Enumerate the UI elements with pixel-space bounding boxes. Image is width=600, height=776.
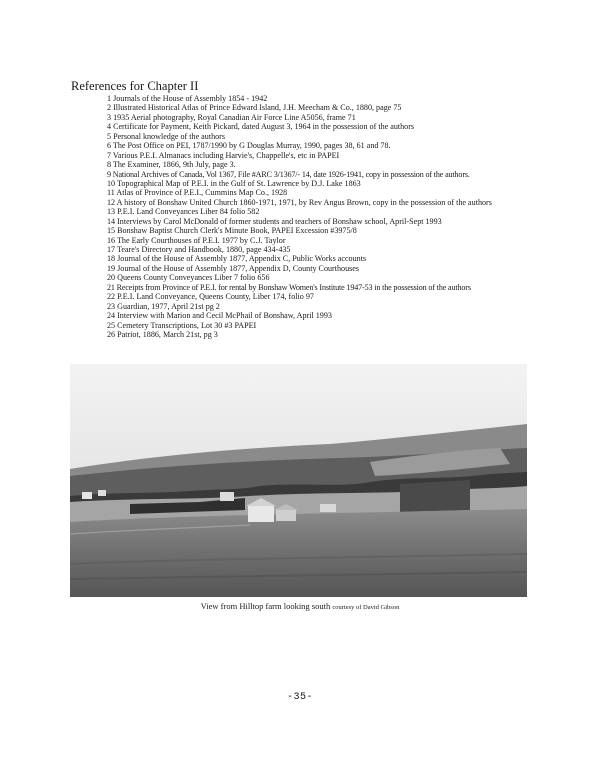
photo-caption [0,601,600,611]
reference-item: 25 Cemetery Transcriptions, Lot 30 #3 PAPEI [107,320,257,330]
reference-item: 6 The Post Office on PEI, 1787/1990 by G Douglas Murray, 1990, pages 38, 61 and 78. [107,141,391,151]
reference-item: 12 A history of Bonshaw United Church 1860-1971, 1971, by Rev Angus Brown, copy in the possession of the authors [107,197,492,207]
caption-text: View from Hilltop farm looking south [200,601,331,611]
reference-item: 15 Bonshaw Baptist Church Clerk's Minute Book, PAPEI Excession #3975/8 [107,226,357,236]
reference-item: 21 Receipts from Province of P.E.I. for rental by Bonshaw Women's Institute 1947-53 in the possession of the authors [107,282,471,292]
photo-credit: courtesy of David Gibson [332,604,400,611]
reference-item: 1 Journals of the House of Assembly 1854 - 1942 [107,94,268,103]
reference-item: 4 Certificate for Payment, Keith Pickard, dated August 3, 1964 in the possession of the authors [107,122,415,132]
reference-item: 8 The Examiner, 1866, 9th July, page 3. [107,160,236,170]
reference-item: 23 Guardian, 1977, April 21st pg 2 [107,301,220,311]
reference-item: 20 Queens County Conveyances Liber 7 folio 656 [107,273,270,283]
landscape-photo [70,364,527,597]
reference-item: 17 Teare's Directory and Handbook, 1880, page 434-435 [107,245,291,254]
reference-item: 10 Topographical Map of P.E.I. in the Gulf of St. Lawrence by D.J. Lake 1863 [107,178,361,188]
reference-item: 26 Patriot, 1886, March 21st, pg 3 [107,329,218,339]
reference-item: 24 Interview with Marion and Cecil McPhail of Bonshaw, April 1993 [107,311,332,321]
reference-item: 14 Interviews by Carol McDonald of former students and teachers of Bonshaw school, April-Sept 1993 [107,216,442,226]
reference-item: 19 Journal of the House of Assembly 1877, Appendix D, County Courthouses [107,263,360,273]
reference-item: 3 1935 Aerial photography, Royal Canadian Air Force Line A5056, frame 71 [107,112,356,122]
reference-item: 7 Various P.E.I. Almanacs including Harvie's, Chappelle's, etc in PAPEI [107,150,340,160]
reference-item: 5 Personal knowledge of the authors [107,131,226,141]
reference-item: 22 P.E.I. Land Conveyance, Queens County, Liber 174, folio 97 [107,292,314,302]
reference-item: 13 P.E.I. Land Conveyances Liber 84 folio 582 [107,207,260,217]
page-number: -35- [286,692,313,703]
chapter-references-heading: References for Chapter II [71,79,199,93]
reference-item: 16 The Early Courthouses of P.E.I. 1977 by C.J. Taylor [107,235,286,245]
reference-item: 18 Journal of the House of Assembly 1877, Appendix C, Public Works accounts [107,254,367,264]
reference-list [107,94,531,339]
reference-item: 11 Atlas of Province of P.E.I., Cummins Map Co., 1928 [107,188,288,198]
reference-item: 2 Illustrated Historical Atlas of Prince Edward Island, J.H. Meecham & Co., 1880, page 75 [107,103,402,113]
reference-item: 9 National Archives of Canada, Vol 1367, File #ARC 3/1367/- 14, date 1926-1941, copy in possession of the authors. [107,169,470,179]
